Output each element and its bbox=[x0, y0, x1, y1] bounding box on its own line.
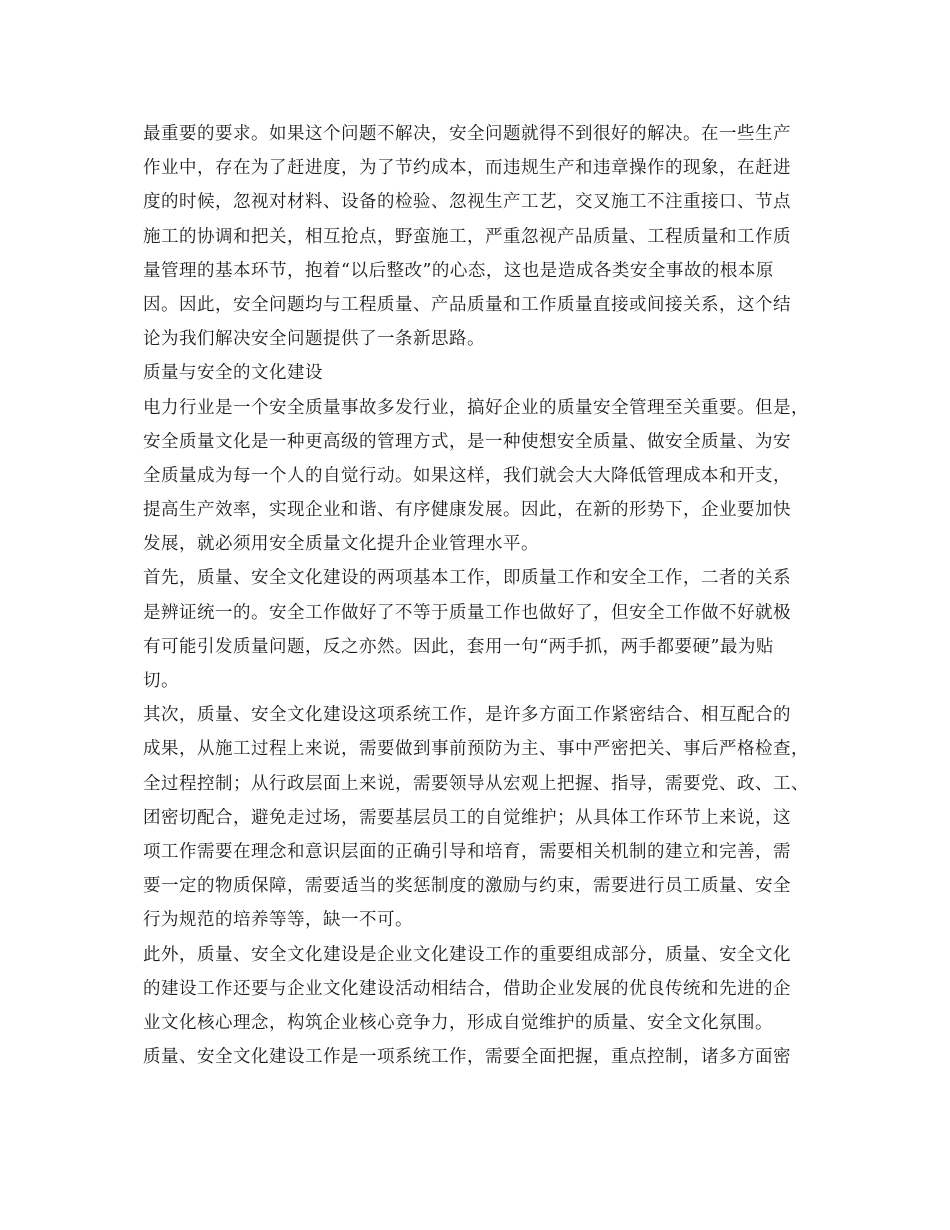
text-line: 度的时候，忽视对材料、设备的检验、忽视生产工艺，交叉施工不注重接口、节点 bbox=[143, 192, 791, 213]
document-body bbox=[143, 117, 813, 1074]
text-line: 量管理的基本环节，抱着“以后整改”的心态，这也是造成各类安全事故的根本原 bbox=[143, 260, 774, 281]
text-line: 论为我们解决安全问题提供了一条新思路。 bbox=[143, 329, 485, 350]
text-line: 因。因此，安全问题均与工程质量、产品质量和工作质量直接或间接关系，这个结 bbox=[143, 294, 791, 315]
text-line: 行为规范的培养等等，缺一不可。 bbox=[143, 910, 413, 931]
text-line: 施工的协调和把关，相互抢点，野蛮施工，严重忽视产品质量、工程质量和工作质 bbox=[143, 226, 791, 247]
text-line: 团密切配合，避免走过场，需要基层员工的自觉维护；从具体工作环节上来说，这 bbox=[143, 807, 791, 828]
text-line: 全过程控制；从行政层面上来说，需要领导从宏观上把握、指导，需要党、政、工、 bbox=[143, 773, 809, 794]
text-line: 的建设工作还要与企业文化建设活动相结合，借助企业发展的优良传统和先进的企 bbox=[143, 978, 791, 999]
text-line: 其次，质量、安全文化建设这项系统工作，是许多方面工作紧密结合、相互配合的 bbox=[143, 705, 791, 726]
text-line: 此外，质量、安全文化建设是企业文化建设工作的重要组成部分，质量、安全文化 bbox=[143, 944, 791, 965]
text-line: 首先，质量、安全文化建设的两项基本工作，即质量工作和安全工作，二者的关系 bbox=[143, 568, 791, 589]
text-line: 安全质量文化是一种更高级的管理方式，是一种使想安全质量、做安全质量、为安 bbox=[143, 431, 791, 452]
text-line: 最重要的要求。如果这个问题不解决，安全问题就得不到很好的解决。在一些生产 bbox=[143, 124, 791, 144]
text-line: 成果，从施工过程上来说，需要做到事前预防为主、事中严密把关、事后严格检查， bbox=[143, 739, 809, 760]
text-line: 有可能引发质量问题，反之亦然。因此，套用一句“两手抓，两手都要硬”最为贴 bbox=[143, 636, 774, 657]
text-line: 发展，就必须用安全质量文化提升企业管理水平。 bbox=[143, 534, 539, 555]
text-line: 质量、安全文化建设工作是一项系统工作，需要全面把握，重点控制，诸多方面密 bbox=[143, 1047, 791, 1068]
text-line: 要一定的物质保障，需要适当的奖惩制度的激励与约束，需要进行员工质量、安全 bbox=[143, 876, 791, 897]
text-line: 提高生产效率，实现企业和谐、有序健康发展。因此，在新的形势下，企业要加快 bbox=[143, 500, 791, 521]
text-line: 切。 bbox=[143, 671, 179, 691]
text-line: 作业中，存在为了赶进度，为了节约成本，而违规生产和违章操作的现象，在赶进 bbox=[143, 158, 791, 179]
text-line: 全质量成为每一个人的自觉行动。如果这样，我们就会大大降低管理成本和开支， bbox=[143, 465, 791, 486]
text-line: 是辨证统一的。安全工作做好了不等于质量工作也做好了，但安全工作做不好就极 bbox=[143, 602, 791, 623]
text-line: 项工作需要在理念和意识层面的正确引导和培育，需要相关机制的建立和完善，需 bbox=[143, 841, 791, 862]
section-heading: 质量与安全的文化建设 bbox=[143, 363, 323, 384]
text-line: 业文化核心理念，构筑企业核心竞争力，形成自觉维护的质量、安全文化氛围。 bbox=[143, 1012, 773, 1033]
text-line: 电力行业是一个安全质量事故多发行业，搞好企业的质量安全管理至关重要。但是， bbox=[143, 397, 809, 418]
